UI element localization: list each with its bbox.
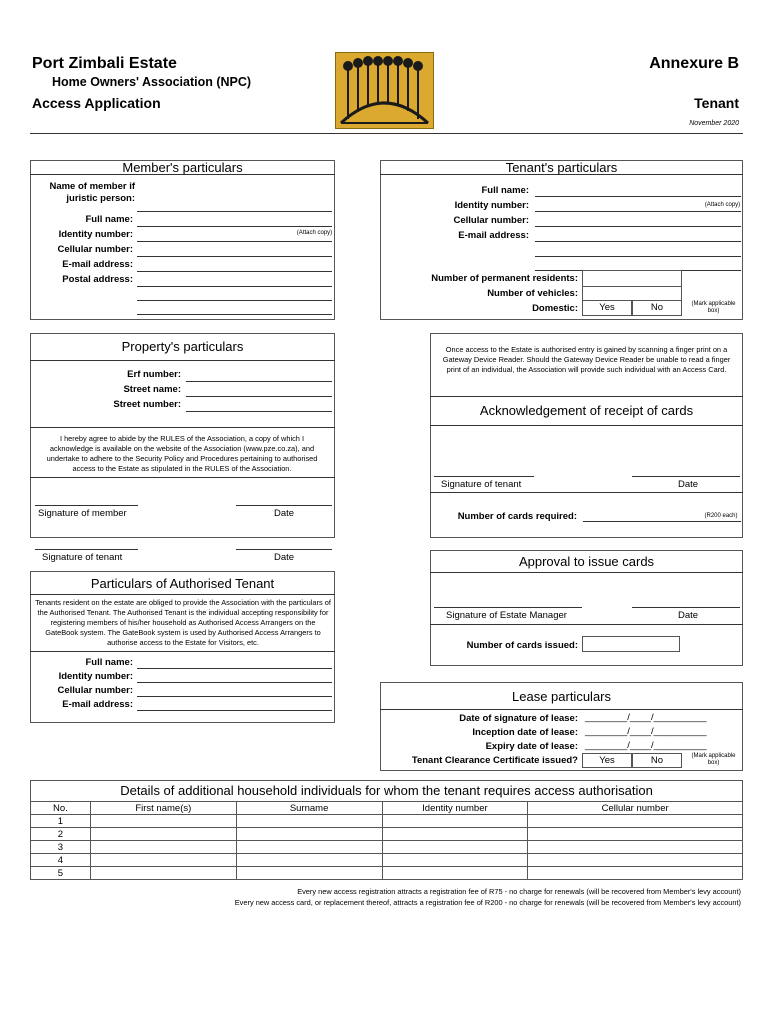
- tenant-title: Tenant's particulars: [505, 160, 618, 175]
- tenant-residents-label: Number of permanent residents:: [431, 273, 578, 284]
- firstname-cell[interactable]: [90, 841, 236, 854]
- ack-signature-line[interactable]: [434, 476, 534, 477]
- member-identity-field[interactable]: [137, 241, 332, 242]
- lease-signature-date-label: Date of signature of lease:: [459, 713, 578, 724]
- tenant-signature-line[interactable]: [35, 549, 138, 550]
- identity-cell[interactable]: [382, 841, 528, 854]
- cards-each-note: (R200 each): [704, 513, 738, 519]
- tenant-vehicles-field[interactable]: [582, 286, 682, 301]
- member-postal-label: Postal address:: [62, 274, 133, 285]
- tenant-email-label: E-mail address:: [458, 230, 529, 241]
- table-row: [31, 815, 743, 828]
- tenant-identity-label: Identity number:: [454, 200, 529, 211]
- tenant-domestic-no[interactable]: No: [632, 300, 682, 316]
- row-number: 2: [31, 828, 91, 841]
- cellular-cell[interactable]: [528, 841, 743, 854]
- cellular-cell[interactable]: [528, 867, 743, 880]
- household-header-row: [31, 802, 743, 815]
- row-number: 4: [31, 854, 91, 867]
- tenant-fullname-field[interactable]: [535, 196, 741, 197]
- table-row: [31, 867, 743, 880]
- tenant-attach-note: (Attach copy): [704, 202, 741, 208]
- firstname-cell[interactable]: [90, 815, 236, 828]
- street-number-field[interactable]: [186, 411, 332, 412]
- firstname-cell[interactable]: [90, 854, 236, 867]
- erf-field[interactable]: [186, 381, 332, 382]
- surname-cell[interactable]: [236, 841, 382, 854]
- lease-expiry-label: Expiry date of lease:: [485, 741, 578, 752]
- manager-date-label: Date: [678, 610, 699, 621]
- cellular-cell[interactable]: [528, 815, 743, 828]
- ack-title: Acknowledgement of receipt of cards: [479, 403, 694, 418]
- member-postal-field-3[interactable]: [137, 314, 332, 315]
- row-number: 5: [31, 867, 91, 880]
- member-cellular-label: Cellular number:: [57, 244, 133, 255]
- clearance-label: Tenant Clearance Certificate issued?: [411, 755, 578, 766]
- footer-registration-fee: Every new access registration attracts a registration fee of R75 - no charge for renewals (will be recovered from Member's levy account): [297, 887, 741, 896]
- footer-card-fee: Every new access card, or replacement thereof, attracts a registration fee of R200 - no charge for renewals (will be recovered from Member's levy account): [234, 898, 741, 907]
- member-fullname-label: Full name:: [85, 214, 133, 225]
- authorised-identity-label: Identity number:: [58, 671, 133, 682]
- juristic-field[interactable]: [137, 211, 332, 212]
- estate-logo: [335, 52, 434, 129]
- member-email-label: E-mail address:: [62, 259, 133, 270]
- clearance-no[interactable]: No: [632, 753, 682, 768]
- authorised-cellular-label: Cellular number:: [57, 685, 133, 696]
- tenant-vehicles-label: Number of vehicles:: [487, 288, 578, 299]
- identity-cell[interactable]: [382, 854, 528, 867]
- firstname-cell[interactable]: [90, 828, 236, 841]
- table-row: [31, 854, 743, 867]
- table-row: [31, 828, 743, 841]
- manager-date-line[interactable]: [632, 607, 740, 608]
- tenant-cellular-field[interactable]: [535, 226, 741, 227]
- lease-title: Lease particulars: [512, 689, 611, 704]
- identity-cell[interactable]: [382, 828, 528, 841]
- authorised-identity-field[interactable]: [137, 682, 332, 683]
- manager-signature-line[interactable]: [434, 607, 582, 608]
- member-signature-label: Signature of member: [38, 508, 127, 519]
- estate-name: Port Zimbali Estate: [32, 55, 177, 72]
- tenant-mark-note: (Mark applicable box): [691, 301, 736, 314]
- member-attach-note: (Attach copy): [296, 230, 333, 236]
- cards-required-label: Number of cards required:: [457, 511, 577, 522]
- tenant-signature-label: Signature of tenant: [42, 552, 123, 563]
- member-postal-field-1[interactable]: [137, 286, 332, 287]
- ack-date-label: Date: [678, 479, 699, 490]
- authorised-fullname-label: Full name:: [85, 657, 133, 668]
- cards-required-field[interactable]: [583, 521, 741, 522]
- member-date-label: Date: [274, 508, 295, 519]
- col-header-surname: Surname: [236, 802, 382, 815]
- member-signature-line[interactable]: [35, 505, 138, 506]
- member-fullname-field[interactable]: [137, 226, 332, 227]
- cards-info: Once access to the Estate is authorised entry is gained by scanning a finger print on a Gateway Device Reader. Should the Gateway Device Reader be unable to read a finger print of an individual, the Association will provide such individual with an Access Card.: [442, 345, 731, 374]
- row-number: 3: [31, 841, 91, 854]
- tenant-residents-field[interactable]: [582, 270, 682, 287]
- authorised-email-label: E-mail address:: [62, 699, 133, 710]
- tenant-date-line[interactable]: [236, 549, 332, 550]
- tenant-domestic-yes[interactable]: Yes: [582, 300, 632, 316]
- surname-cell[interactable]: [236, 854, 382, 867]
- lease-inception-field[interactable]: ________/____/__________: [585, 726, 707, 737]
- applicant-type: Tenant: [694, 95, 739, 111]
- street-name-label: Street name:: [123, 384, 181, 395]
- ack-signature-label: Signature of tenant: [441, 479, 522, 490]
- authorised-fullname-field[interactable]: [137, 668, 332, 669]
- col-header-firstname: First name(s): [90, 802, 236, 815]
- tenant-email-field[interactable]: [535, 241, 741, 242]
- col-header-cellular: Cellular number: [528, 802, 743, 815]
- identity-cell[interactable]: [382, 867, 528, 880]
- tenant-fullname-label: Full name:: [481, 185, 529, 196]
- household-title: Details of additional household individuals for whom the tenant requires access authorisation: [120, 783, 653, 798]
- form-date: November 2020: [689, 120, 739, 127]
- tenant-cellular-label: Cellular number:: [453, 215, 529, 226]
- clearance-yes[interactable]: Yes: [582, 753, 632, 768]
- street-name-field[interactable]: [186, 396, 332, 397]
- row-number: 1: [31, 815, 91, 828]
- firstname-cell[interactable]: [90, 867, 236, 880]
- member-identity-label: Identity number:: [58, 229, 133, 240]
- cards-issued-label: Number of cards issued:: [466, 640, 578, 651]
- juristic-label: Name of member if juristic person:: [49, 181, 135, 204]
- identity-cell[interactable]: [382, 815, 528, 828]
- form-title: Access Application: [32, 95, 161, 111]
- lease-inception-label: Inception date of lease:: [472, 727, 578, 738]
- cellular-cell[interactable]: [528, 828, 743, 841]
- street-number-label: Street number:: [113, 399, 181, 410]
- table-row: [31, 841, 743, 854]
- rules-agreement: I hereby agree to abide by the RULES of the Association, a copy of which I acknowledge is available on the website of the Association (www.pze.co.za), and undertake to adhere to the Security Policy and Procedures pertaining to authorised access to the Estate as stipulated in the RULES of the Association.: [46, 434, 318, 473]
- authorised-title: Particulars of Authorised Tenant: [90, 576, 275, 591]
- member-title: Member's particulars: [122, 160, 243, 175]
- household-table: [30, 801, 743, 880]
- tenant-date-label: Date: [274, 552, 295, 563]
- association-name: Home Owners' Association (NPC): [52, 75, 252, 89]
- member-email-field[interactable]: [137, 271, 332, 272]
- member-postal-field-2[interactable]: [137, 300, 332, 301]
- annexure-label: Annexure B: [649, 55, 739, 72]
- cards-issued-field[interactable]: [582, 636, 680, 652]
- ack-date-line[interactable]: [632, 476, 740, 477]
- member-date-line[interactable]: [236, 505, 332, 506]
- cellular-cell[interactable]: [528, 854, 743, 867]
- surname-cell[interactable]: [236, 815, 382, 828]
- authorised-note: Tenants resident on the estate are obliged to provide the Association with the particulars of the Authorised Tenant. The Authorised Tenant is the individual accepting responsibility for registering members of his/her household as Authorised Access Arrangers on the GateBook system. The GateBook system is used by Authorised Access Arrangers to authorise access to the Estate for Visitors, etc.: [35, 598, 331, 647]
- erf-label: Erf number:: [127, 369, 181, 380]
- property-title: Property's particulars: [121, 339, 244, 354]
- tenant-domestic-label: Domestic:: [532, 303, 578, 314]
- clearance-mark-note: (Mark applicable box): [691, 753, 736, 766]
- tenant-identity-field[interactable]: [535, 211, 741, 212]
- lease-expiry-field[interactable]: ________/____/__________: [585, 740, 707, 751]
- col-header-identity: Identity number: [382, 802, 528, 815]
- authorised-cellular-field[interactable]: [137, 696, 332, 697]
- tenant-email-field-2[interactable]: [535, 256, 741, 257]
- surname-cell[interactable]: [236, 867, 382, 880]
- col-header-no: No.: [31, 802, 91, 815]
- approval-title: Approval to issue cards: [518, 554, 655, 569]
- manager-signature-label: Signature of Estate Manager: [446, 610, 567, 621]
- authorised-email-field[interactable]: [137, 710, 332, 711]
- member-cellular-field[interactable]: [137, 256, 332, 257]
- surname-cell[interactable]: [236, 828, 382, 841]
- lease-signature-date-field[interactable]: ________/____/__________: [585, 712, 707, 723]
